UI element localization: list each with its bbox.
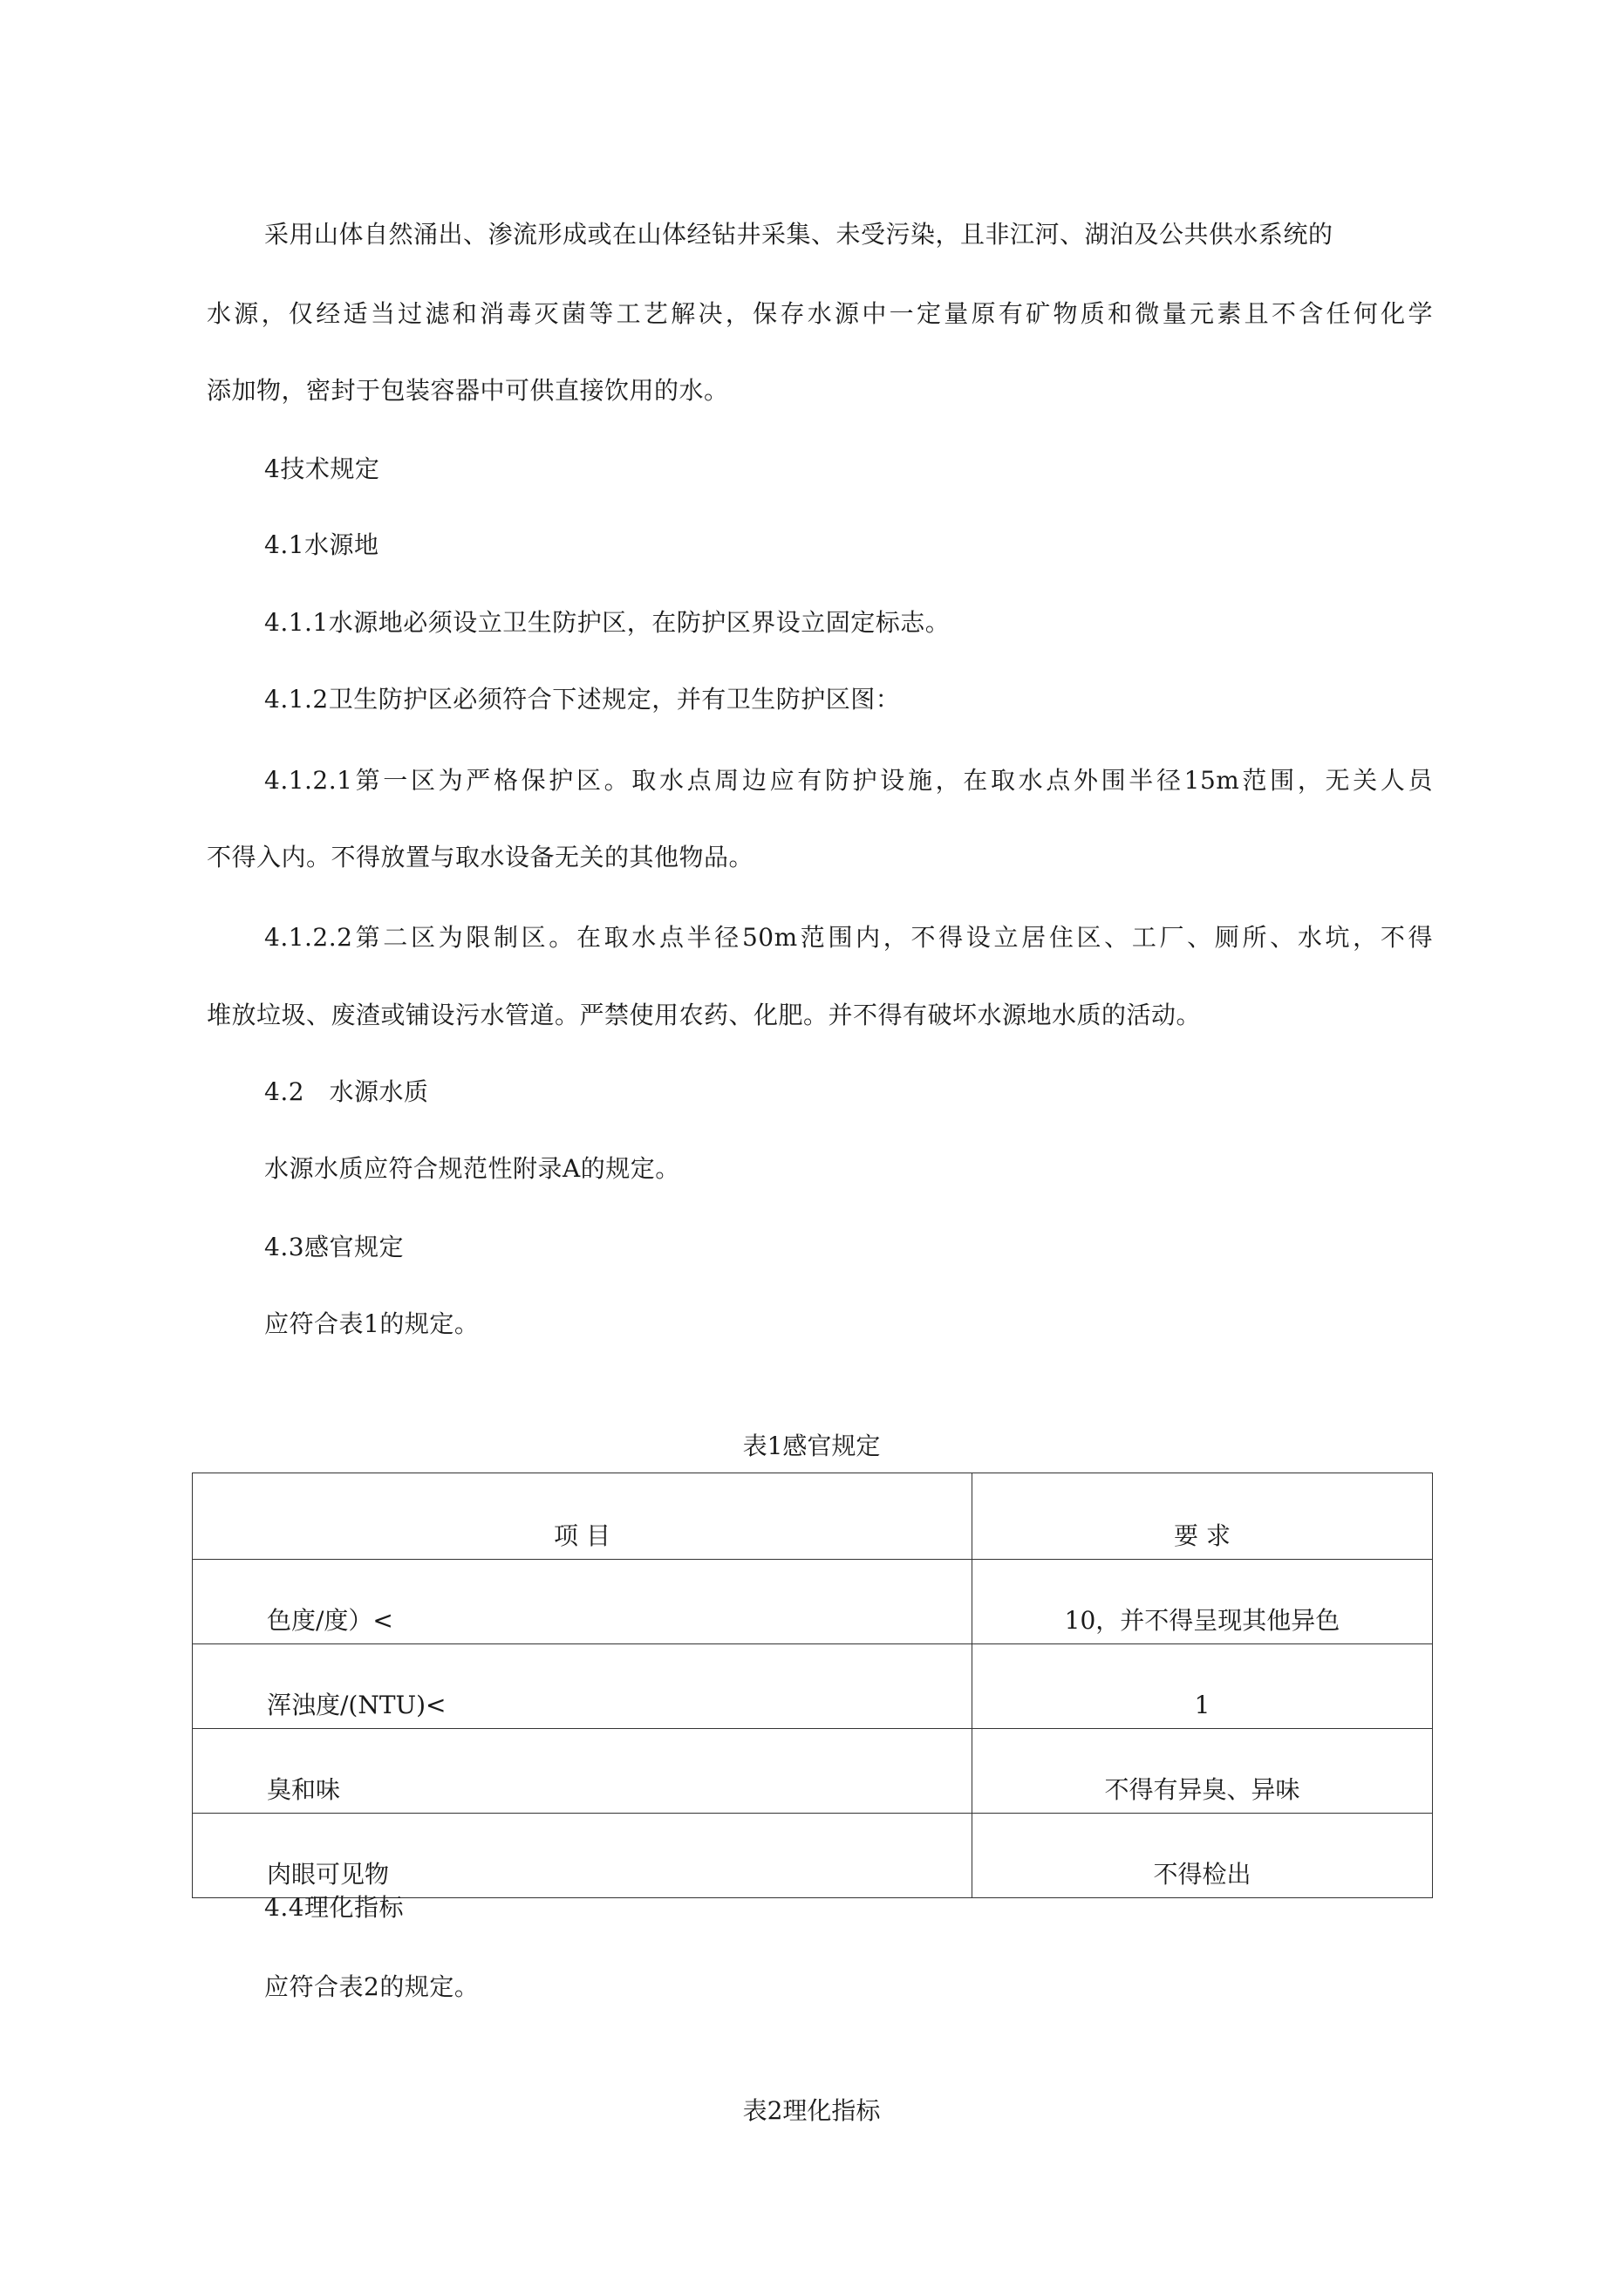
row-requirement-cell: 不得有异臭、异味	[972, 1729, 1433, 1814]
clause-4-1-1: 4.1.1水源地必须设立卫生防护区，在防护区界设立固定标志。	[264, 608, 951, 637]
table-header-row	[193, 1473, 1433, 1560]
clause-4-1-2-1-line-2: 不得入内。不得放置与取水设备无关的其他物品。	[207, 843, 754, 871]
table-2-caption: 表2理化指标	[742, 2096, 881, 2125]
definition-paragraph-line-2: 水源，仅经适当过滤和消毒灭菌等工艺解决，保存水源中一定量原有矿物质和微量元素且不含任何化学	[207, 299, 1433, 328]
clause-4-1-2-2-line-2: 堆放垃圾、废渣或铺设污水管道。严禁使用农药、化肥。并不得有破坏水源地水质的活动。	[207, 1001, 1202, 1029]
row-item-cell: 色度/度）<	[193, 1560, 972, 1644]
clause-4-1-2: 4.1.2卫生防护区必须符合下述规定，并有卫生防护区图：	[264, 685, 901, 714]
table-row	[193, 1814, 1433, 1898]
row-item-cell: 浑浊度/(NTU)<	[193, 1644, 972, 1729]
section-4-3-text: 应符合表1的规定。	[264, 1309, 480, 1338]
column-header-requirement: 要 求	[972, 1473, 1433, 1560]
row-requirement-cell: 1	[972, 1644, 1433, 1729]
section-4-4-text: 应符合表2的规定。	[264, 1972, 480, 2001]
row-requirement-cell: 不得检出	[972, 1814, 1433, 1898]
row-item-cell: 肉眼可见物	[193, 1814, 972, 1898]
clause-4-1-2-1-line-1: 4.1.2.1第一区为严格保护区。取水点周边应有防护设施，在取水点外围半径15m范围，无关人员	[264, 766, 1433, 795]
sensory-requirements-table	[192, 1473, 1433, 1898]
row-item-cell: 臭和味	[193, 1729, 972, 1814]
row-requirement-cell: 10，并不得呈现其他异色	[972, 1560, 1433, 1644]
definition-paragraph-line-3: 添加物，密封于包装容器中可供直接饮用的水。	[207, 376, 729, 405]
table-1-caption: 表1感官规定	[742, 1432, 881, 1460]
section-4-heading: 4技术规定	[264, 454, 380, 483]
section-4-3-heading: 4.3感官规定	[264, 1233, 405, 1261]
table-row	[193, 1729, 1433, 1814]
clause-4-1-2-2-line-1: 4.1.2.2第二区为限制区。在取水点半径50m范围内，不得设立居住区、工厂、厕所、水坑，不得	[264, 923, 1433, 952]
definition-paragraph-line-1: 采用山体自然涌出、渗流形成或在山体经钻井采集、未受污染，且非江河、湖泊及公共供水系统的	[264, 220, 1333, 249]
section-4-1-heading: 4.1水源地	[264, 530, 379, 559]
section-4-4-heading: 4.4理化指标	[264, 1893, 405, 1922]
section-4-2-text: 水源水质应符合规范性附录A的规定。	[264, 1154, 680, 1183]
table-row	[193, 1644, 1433, 1729]
column-header-item: 项 目	[193, 1473, 972, 1560]
section-4-2-heading: 4.2 水源水质	[264, 1077, 429, 1106]
table-row	[193, 1560, 1433, 1644]
